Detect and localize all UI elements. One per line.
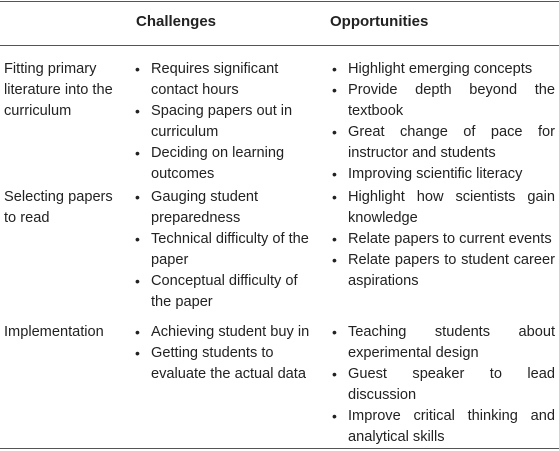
table-bottom-rule	[0, 448, 559, 449]
row1-challenges-list	[133, 59, 319, 185]
bullet-icon: •	[332, 366, 337, 382]
row-label-fitting: Fitting primary literature into the curriculum	[4, 61, 113, 119]
bullet-icon: •	[332, 324, 337, 340]
bullet-icon: •	[332, 82, 337, 98]
bullet-icon: •	[135, 324, 140, 340]
bullet-icon: •	[332, 124, 337, 140]
header-challenges: Challenges	[136, 13, 217, 30]
row3-challenges-list	[133, 322, 319, 385]
list-item: • Spacing papers out in curriculum	[135, 103, 293, 140]
list-item: • Deciding on learning outcomes	[135, 145, 285, 182]
bullet-icon: •	[332, 231, 337, 247]
list-item: • Guest speaker to lead discussion	[332, 366, 555, 403]
list-item: • Achieving student buy in	[133, 322, 319, 343]
list-item: • Improve critical thinking and analytical skills	[332, 408, 555, 445]
list-item: • Highlight how scientists gain knowledge	[332, 189, 555, 226]
bullet-icon: •	[135, 231, 140, 247]
list-item: • Conceptual difficulty of the paper	[135, 273, 298, 310]
bullet-icon: •	[332, 408, 337, 424]
bullet-icon: •	[332, 61, 337, 77]
list-item: • Gauging student preparedness	[135, 189, 259, 226]
row-label-selecting: Selecting papers to read	[4, 189, 113, 226]
table-top-rule	[0, 1, 559, 2]
bullet-icon: •	[135, 273, 140, 289]
list-item: • Technical difficulty of the paper	[135, 231, 309, 268]
row-label-implementation: Implementation	[4, 324, 104, 340]
bullet-icon: •	[332, 189, 337, 205]
list-item: • Provide depth beyond the textbook	[332, 82, 555, 119]
list-item: • Requires significant contact hours	[135, 61, 279, 98]
header-opportunities: Opportunities	[330, 13, 429, 30]
list-item: • Getting students to evaluate the actual data	[135, 345, 306, 382]
bullet-icon: •	[135, 145, 140, 161]
bullet-icon: •	[135, 103, 140, 119]
bullet-icon: •	[135, 189, 140, 205]
list-item: • Great change of pace for instructor and students	[332, 124, 555, 161]
bullet-icon: •	[135, 61, 140, 77]
list-item: • Relate papers to current events	[330, 229, 555, 250]
row2-challenges-list	[133, 187, 319, 313]
list-item: • Relate papers to student career aspirations	[332, 252, 555, 289]
bullet-icon: •	[332, 166, 337, 182]
list-item: • Improving scientific literacy	[330, 164, 555, 185]
row3-opportunities-list	[330, 322, 555, 448]
list-item: • Highlight emerging concepts	[330, 59, 555, 80]
table-header-rule	[0, 45, 559, 46]
row2-opportunities-list	[330, 187, 555, 292]
bullet-icon: •	[135, 345, 140, 361]
bullet-icon: •	[332, 252, 337, 268]
row1-opportunities-list	[330, 59, 555, 185]
list-item: • Teaching students about experimental design	[332, 324, 555, 361]
